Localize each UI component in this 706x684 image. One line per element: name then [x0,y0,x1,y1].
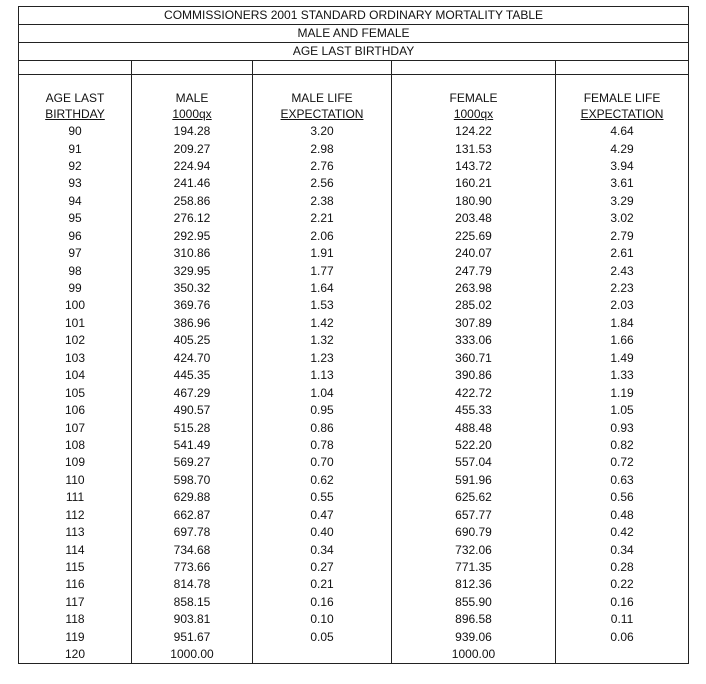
header-male-le-line2 [253,105,392,122]
header-female-q-label: 1000qx [453,106,494,121]
male-qx-cell: 405.25 [132,332,253,349]
female-expectation-cell: 0.11 [556,611,689,628]
female-expectation-cell: 1.19 [556,384,689,401]
male-expectation-cell [253,646,392,664]
female-expectation-cell: 1.66 [556,332,689,349]
age-cell: 92 [19,158,132,175]
table-row [19,489,689,506]
header-female-le-label: EXPECTATION [580,106,664,121]
table-row [19,350,689,367]
female-qx-cell: 307.89 [392,315,556,332]
age-cell: 91 [19,140,132,157]
male-qx-cell: 369.76 [132,297,253,314]
spacer-cell [253,61,392,75]
table-row [19,297,689,314]
age-cell: 99 [19,280,132,297]
male-expectation-cell: 1.23 [253,350,392,367]
male-expectation-cell: 0.40 [253,524,392,541]
male-qx-cell: 445.35 [132,367,253,384]
table-row [19,123,689,140]
female-expectation-cell: 4.29 [556,140,689,157]
female-qx-cell: 240.07 [392,245,556,262]
mortality-table-sheet [18,6,688,664]
table-row [19,315,689,332]
female-expectation-cell: 0.63 [556,472,689,489]
male-expectation-cell: 0.95 [253,402,392,419]
spacer-cell [253,75,392,89]
female-qx-cell: 263.98 [392,280,556,297]
male-expectation-cell: 0.78 [253,437,392,454]
table-row [19,175,689,192]
female-expectation-cell: 0.93 [556,419,689,436]
male-qx-cell: 541.49 [132,437,253,454]
male-qx-cell: 241.46 [132,175,253,192]
table-subtitle: MALE AND FEMALE [19,25,689,43]
table-row [19,210,689,227]
table-row [19,559,689,576]
male-qx-cell: 598.70 [132,472,253,489]
male-qx-cell: 276.12 [132,210,253,227]
female-qx-cell: 1000.00 [392,646,556,664]
male-qx-cell: 292.95 [132,228,253,245]
female-expectation-cell: 2.43 [556,262,689,279]
male-expectation-cell: 2.98 [253,140,392,157]
age-cell: 119 [19,629,132,646]
table-row [19,193,689,210]
male-expectation-cell: 0.21 [253,576,392,593]
table-row [19,437,689,454]
header-male-q-line1: MALE [132,88,253,105]
male-qx-cell: 515.28 [132,419,253,436]
age-cell: 106 [19,402,132,419]
male-qx-cell: 329.95 [132,262,253,279]
age-cell: 107 [19,419,132,436]
female-qx-cell: 488.48 [392,419,556,436]
female-expectation-cell: 3.94 [556,158,689,175]
table-row [19,541,689,558]
header-male-q-label: 1000qx [172,106,212,121]
male-qx-cell: 350.32 [132,280,253,297]
table-row [19,332,689,349]
female-expectation-cell: 0.16 [556,594,689,611]
table-row [19,262,689,279]
female-qx-cell: 203.48 [392,210,556,227]
female-qx-cell: 422.72 [392,384,556,401]
spacer-cell [19,61,132,75]
female-expectation-cell: 3.61 [556,175,689,192]
spacer-cell [19,75,132,89]
male-expectation-cell: 1.91 [253,245,392,262]
female-qx-cell: 812.36 [392,576,556,593]
female-expectation-cell: 0.34 [556,541,689,558]
age-cell: 97 [19,245,132,262]
female-expectation-cell: 2.03 [556,297,689,314]
spacer-cell [132,75,253,89]
male-qx-cell: 1000.00 [132,646,253,664]
female-qx-cell: 124.22 [392,123,556,140]
male-expectation-cell: 0.62 [253,472,392,489]
female-expectation-cell: 0.48 [556,507,689,524]
female-qx-cell: 855.90 [392,594,556,611]
male-expectation-cell: 0.16 [253,594,392,611]
mortality-table [18,6,689,664]
table-row [19,611,689,628]
female-qx-cell: 360.71 [392,350,556,367]
header-age-line2 [19,105,132,122]
female-qx-cell: 657.77 [392,507,556,524]
age-cell: 114 [19,541,132,558]
header-age-label: BIRTHDAY [45,106,105,121]
male-expectation-cell: 1.13 [253,367,392,384]
table-title: COMMISSIONERS 2001 STANDARD ORDINARY MORTALITY TABLE [19,7,689,25]
header-age-line1: AGE LAST [19,88,132,105]
age-cell: 113 [19,524,132,541]
male-expectation-cell: 1.64 [253,280,392,297]
female-expectation-cell: 0.82 [556,437,689,454]
male-expectation-cell: 0.70 [253,454,392,471]
male-expectation-cell: 0.86 [253,419,392,436]
age-cell: 112 [19,507,132,524]
age-cell: 96 [19,228,132,245]
female-expectation-cell: 0.22 [556,576,689,593]
male-expectation-cell: 0.10 [253,611,392,628]
table-row [19,280,689,297]
male-qx-cell: 258.86 [132,193,253,210]
male-expectation-cell: 1.42 [253,315,392,332]
table-row [19,646,689,664]
male-qx-cell: 773.66 [132,559,253,576]
male-qx-cell: 467.29 [132,384,253,401]
male-expectation-cell: 1.77 [253,262,392,279]
male-qx-cell: 903.81 [132,611,253,628]
female-expectation-cell: 2.23 [556,280,689,297]
female-qx-cell: 455.33 [392,402,556,419]
female-expectation-cell: 0.42 [556,524,689,541]
male-expectation-cell: 1.53 [253,297,392,314]
female-expectation-cell: 4.64 [556,123,689,140]
age-cell: 101 [19,315,132,332]
age-cell: 93 [19,175,132,192]
male-expectation-cell: 2.38 [253,193,392,210]
female-qx-cell: 180.90 [392,193,556,210]
male-expectation-cell: 2.06 [253,228,392,245]
male-qx-cell: 310.86 [132,245,253,262]
spacer-cell [392,75,556,89]
female-qx-cell: 896.58 [392,611,556,628]
spacer-cell [556,75,689,89]
age-cell: 94 [19,193,132,210]
female-expectation-cell: 2.79 [556,228,689,245]
table-row [19,245,689,262]
table-row [19,402,689,419]
female-qx-cell: 771.35 [392,559,556,576]
table-row [19,472,689,489]
age-cell: 108 [19,437,132,454]
header-female-le-line1: FEMALE LIFE [556,88,689,105]
header-male-q-line2 [132,105,253,122]
male-expectation-cell: 0.05 [253,629,392,646]
male-expectation-cell: 3.20 [253,123,392,140]
female-qx-cell: 557.04 [392,454,556,471]
table-row [19,158,689,175]
female-expectation-cell: 3.02 [556,210,689,227]
age-cell: 117 [19,594,132,611]
age-cell: 100 [19,297,132,314]
male-expectation-cell: 2.56 [253,175,392,192]
female-qx-cell: 131.53 [392,140,556,157]
table-row [19,140,689,157]
age-cell: 98 [19,262,132,279]
female-qx-cell: 939.06 [392,629,556,646]
female-expectation-cell: 2.61 [556,245,689,262]
female-qx-cell: 732.06 [392,541,556,558]
table-row [19,524,689,541]
age-cell: 102 [19,332,132,349]
header-male-le-line1: MALE LIFE [253,88,392,105]
age-cell: 116 [19,576,132,593]
age-cell: 104 [19,367,132,384]
male-expectation-cell: 2.21 [253,210,392,227]
female-qx-cell: 143.72 [392,158,556,175]
age-cell: 118 [19,611,132,628]
male-qx-cell: 424.70 [132,350,253,367]
male-qx-cell: 194.28 [132,123,253,140]
female-expectation-cell: 3.29 [556,193,689,210]
age-cell: 120 [19,646,132,664]
age-cell: 110 [19,472,132,489]
female-qx-cell: 225.69 [392,228,556,245]
male-qx-cell: 629.88 [132,489,253,506]
age-cell: 111 [19,489,132,506]
table-basis: AGE LAST BIRTHDAY [19,43,689,61]
table-row [19,367,689,384]
age-cell: 103 [19,350,132,367]
age-cell: 95 [19,210,132,227]
male-qx-cell: 814.78 [132,576,253,593]
female-qx-cell: 333.06 [392,332,556,349]
male-expectation-cell: 2.76 [253,158,392,175]
female-qx-cell: 247.79 [392,262,556,279]
male-expectation-cell: 0.27 [253,559,392,576]
female-qx-cell: 390.86 [392,367,556,384]
male-expectation-cell: 0.34 [253,541,392,558]
male-qx-cell: 697.78 [132,524,253,541]
male-qx-cell: 662.87 [132,507,253,524]
spacer-cell [556,61,689,75]
male-qx-cell: 569.27 [132,454,253,471]
female-expectation-cell: 1.05 [556,402,689,419]
header-female-q-line2 [392,105,556,122]
female-expectation-cell: 0.72 [556,454,689,471]
female-qx-cell: 522.20 [392,437,556,454]
female-qx-cell: 285.02 [392,297,556,314]
spacer-cell [392,61,556,75]
female-qx-cell: 690.79 [392,524,556,541]
age-cell: 115 [19,559,132,576]
male-qx-cell: 224.94 [132,158,253,175]
table-row [19,384,689,401]
male-expectation-cell: 0.55 [253,489,392,506]
male-qx-cell: 386.96 [132,315,253,332]
female-expectation-cell: 1.33 [556,367,689,384]
male-expectation-cell: 1.32 [253,332,392,349]
female-expectation-cell: 1.84 [556,315,689,332]
header-female-le-line2 [556,105,689,122]
male-expectation-cell: 0.47 [253,507,392,524]
table-row [19,594,689,611]
female-expectation-cell [556,646,689,664]
table-row [19,576,689,593]
header-female-q-line1: FEMALE [392,88,556,105]
female-qx-cell: 625.62 [392,489,556,506]
age-cell: 105 [19,384,132,401]
female-expectation-cell: 0.06 [556,629,689,646]
female-expectation-cell: 0.56 [556,489,689,506]
header-male-le-label: EXPECTATION [280,106,364,121]
spacer-cell [132,61,253,75]
male-qx-cell: 209.27 [132,140,253,157]
female-expectation-cell: 0.28 [556,559,689,576]
table-row [19,228,689,245]
table-row [19,629,689,646]
table-row [19,507,689,524]
male-qx-cell: 734.68 [132,541,253,558]
age-cell: 109 [19,454,132,471]
table-row [19,419,689,436]
age-cell: 90 [19,123,132,140]
male-qx-cell: 951.67 [132,629,253,646]
female-expectation-cell: 1.49 [556,350,689,367]
male-qx-cell: 858.15 [132,594,253,611]
male-qx-cell: 490.57 [132,402,253,419]
female-qx-cell: 160.21 [392,175,556,192]
male-expectation-cell: 1.04 [253,384,392,401]
table-row [19,454,689,471]
female-qx-cell: 591.96 [392,472,556,489]
